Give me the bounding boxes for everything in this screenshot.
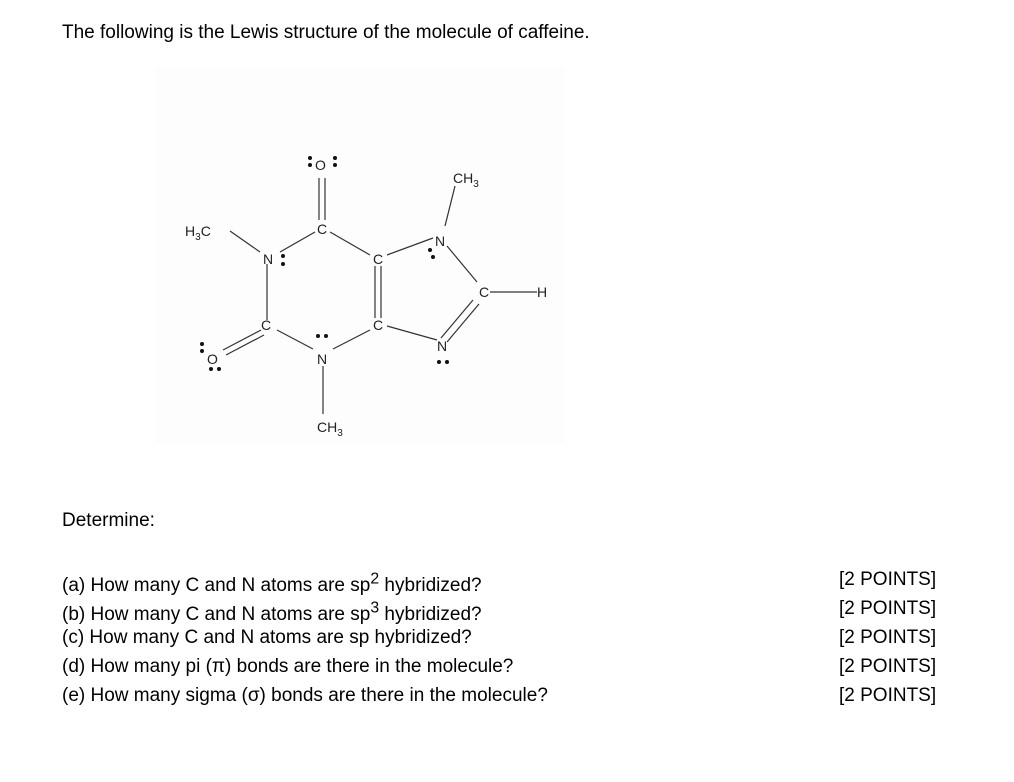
atom-ch3-top-right: $CH_3$ <box>453 170 479 190</box>
points-label: [2 POINTS] <box>839 569 937 590</box>
caffeine-lewis-structure <box>155 68 565 443</box>
lone-pair-dot <box>281 254 285 258</box>
atom-c-lower-left: C <box>261 317 272 333</box>
atom-c-mid-bottom: C <box>373 317 384 333</box>
lone-pair-dot <box>308 163 312 167</box>
lone-pair-dot <box>428 248 432 252</box>
atom-n-bottom-right: N <box>437 338 448 354</box>
bond-ntop-ch3 <box>445 186 455 226</box>
atom-n-bottom: N <box>317 351 328 367</box>
lone-pair-dot <box>445 360 449 364</box>
atom-labels <box>185 157 547 439</box>
determine-label: Determine: <box>62 510 155 531</box>
bond-cimid-n-2 <box>447 304 479 342</box>
question-item-a <box>62 565 952 597</box>
question-text: (d) How many pi (π) bonds are there in the molecule? <box>62 656 514 677</box>
question-item-e <box>62 681 952 710</box>
question-text: (e) How many sigma (σ) bonds are there in the molecule? <box>62 685 548 706</box>
question-item-d <box>62 652 952 681</box>
lone-pair-dot <box>437 360 441 364</box>
atom-c-imid: C <box>479 284 490 300</box>
question-list <box>62 565 952 710</box>
atom-o-top: O <box>315 157 326 173</box>
bond-cmid-nbottom <box>333 330 370 349</box>
lone-pair-dot <box>217 367 221 371</box>
intro-text: The following is the Lewis structure of the molecule of caffeine. <box>62 22 590 43</box>
question-item-b <box>62 594 952 626</box>
question-text: (c) How many C and N atoms are sp hybridized? <box>62 627 472 648</box>
atom-c-top: C <box>317 221 328 237</box>
lone-pair-dot <box>316 334 320 338</box>
bond-n-c-top <box>280 232 315 252</box>
lone-pair-dot <box>308 156 312 160</box>
lone-pair-dot <box>333 156 337 160</box>
bond-nbr-cmid <box>387 326 437 340</box>
atom-ch3-bottom: $CH_3$ <box>317 419 343 439</box>
question-text: (b) How many C and N atoms are $sp^3$ hybridized? <box>62 600 482 626</box>
bond-c-top-c-mid <box>330 232 370 255</box>
lone-pair-dot <box>200 349 204 353</box>
points-label: [2 POINTS] <box>839 598 937 619</box>
lone-pair-dot <box>431 255 435 259</box>
atom-c-mid-top: C <box>373 251 384 267</box>
bond-ch3-n-left <box>230 231 260 252</box>
atom-n-top-right: N <box>435 233 446 249</box>
lone-pair-dot <box>333 163 337 167</box>
points-label: [2 POINTS] <box>839 685 937 706</box>
points-label: [2 POINTS] <box>839 656 937 677</box>
atom-h-right: H <box>537 284 548 300</box>
atom-h3c-left: $H_3C$ <box>185 223 211 243</box>
atom-o-left: O <box>207 351 218 367</box>
lone-pair-dot <box>281 262 285 266</box>
question-item-c <box>62 623 952 652</box>
lone-pair-dot <box>324 334 328 338</box>
bond-ntop-cimid <box>447 246 477 282</box>
bond-cimid-n-1 <box>441 300 473 338</box>
lone-pair-dot <box>200 342 204 346</box>
lone-pair-dot <box>209 367 213 371</box>
bonds <box>223 178 537 414</box>
question-text: (a) How many C and N atoms are $sp^2$ hybridized? <box>62 571 482 597</box>
bond-cmid-ntop <box>387 238 433 255</box>
bond-nbottom-cll <box>277 330 313 349</box>
molecule-diagram <box>155 68 565 443</box>
points-label: [2 POINTS] <box>839 627 937 648</box>
atom-n-left: N <box>263 251 274 267</box>
